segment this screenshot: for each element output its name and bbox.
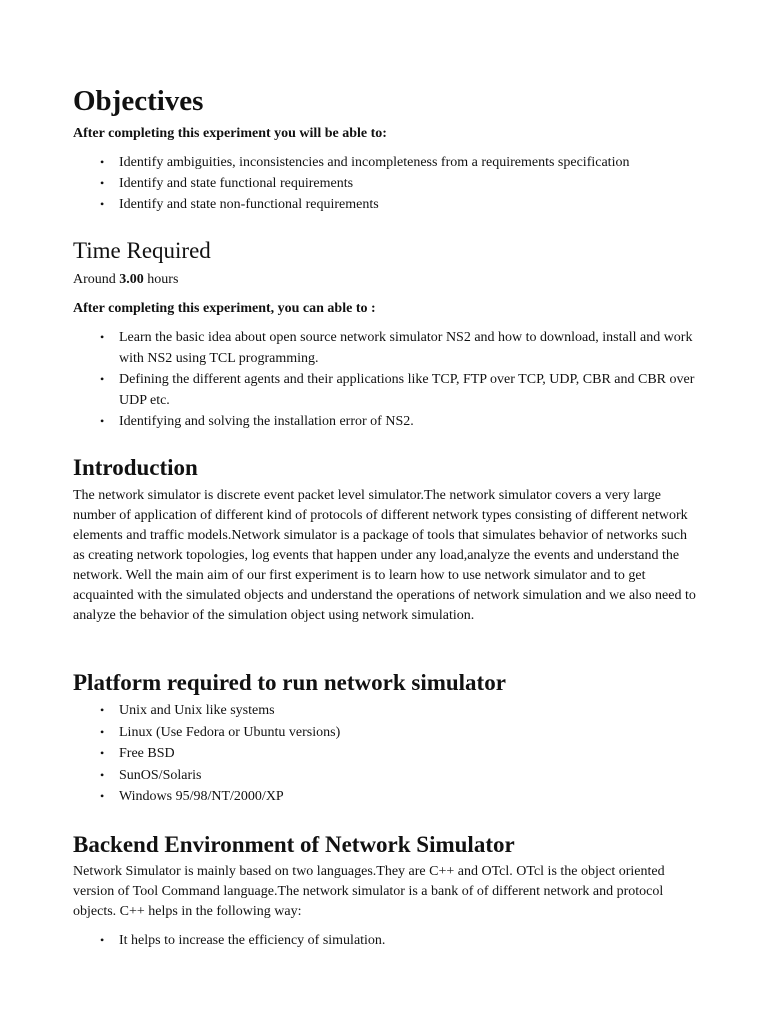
- objectives-list: [73, 152, 703, 215]
- time-required-lead: After completing this experiment, you can able to :: [73, 301, 376, 316]
- list-item: • SunOS/Solaris: [73, 765, 703, 787]
- bullet-icon: •: [100, 933, 105, 947]
- backend-body: Network Simulator is mainly based on two languages.They are C++ and OTcl. OTcl is the object oriented version of Tool Command language.The network simulator is a bank of of different network and protocol objects. C++ helps in the following way:: [73, 864, 665, 919]
- platform-list: [73, 700, 703, 808]
- introduction-body: The network simulator is discrete event packet level simulator.The network simulator covers a very large number of application of different kind of protocols of different network types consisting of different network elements and traffic models.Network simulator is a package of tools that simulates behavior of networks such as creating network topologies, log events that happen under any load,analyze the events and understand the network. Well the main aim of our first experiment is to learn how to use network simulator and to get acquainted with the simulated objects and understand the operations of network simulation and we also need to analyze the behavior of the simulation object using network simulation.: [73, 488, 696, 623]
- list-item: • Free BSD: [73, 743, 703, 765]
- list-item: • Learn the basic idea about open source network simulator NS2 and how to download, install and work with NS2 using TCL programming.: [73, 327, 703, 369]
- list-item: • Linux (Use Fedora or Ubuntu versions): [73, 722, 703, 744]
- introduction-heading: Introduction: [73, 455, 198, 480]
- bullet-icon: •: [100, 746, 105, 760]
- time-required-list: [73, 327, 703, 432]
- backend-list: [73, 930, 703, 951]
- bullet-icon: •: [100, 155, 105, 169]
- bullet-icon: •: [100, 767, 105, 782]
- list-item: • Identify ambiguities, inconsistencies and incompleteness from a requirements specification: [73, 152, 703, 173]
- list-item: • Unix and Unix like systems: [73, 700, 703, 722]
- bullet-icon: •: [100, 372, 105, 386]
- list-item: • Identify and state functional requirements: [73, 173, 703, 194]
- objectives-heading: Objectives: [73, 85, 204, 117]
- bullet-icon: •: [100, 197, 105, 211]
- bullet-icon: •: [100, 724, 105, 739]
- hours-value: 3.00: [119, 272, 144, 287]
- time-required-heading: Time Required: [73, 238, 211, 263]
- bullet-icon: •: [100, 176, 105, 190]
- bullet-icon: •: [100, 414, 105, 428]
- list-item: • Windows 95/98/NT/2000/XP: [73, 786, 703, 808]
- list-item: • Identifying and solving the installation error of NS2.: [73, 411, 703, 432]
- bullet-icon: •: [100, 789, 105, 803]
- list-item: • It helps to increase the efficiency of simulation.: [73, 930, 703, 951]
- bullet-icon: •: [100, 703, 105, 717]
- time-required-duration: Around 3.00 hours: [73, 272, 179, 287]
- objectives-lead: After completing this experiment you will be able to:: [73, 126, 387, 141]
- backend-heading: Backend Environment of Network Simulator: [73, 832, 515, 857]
- list-item: • Identify and state non-functional requirements: [73, 194, 703, 215]
- list-item: • Defining the different agents and their applications like TCP, FTP over TCP, UDP, CBR and CBR over UDP etc.: [73, 369, 703, 411]
- platform-heading: Platform required to run network simulator: [73, 670, 506, 695]
- bullet-icon: •: [100, 330, 105, 344]
